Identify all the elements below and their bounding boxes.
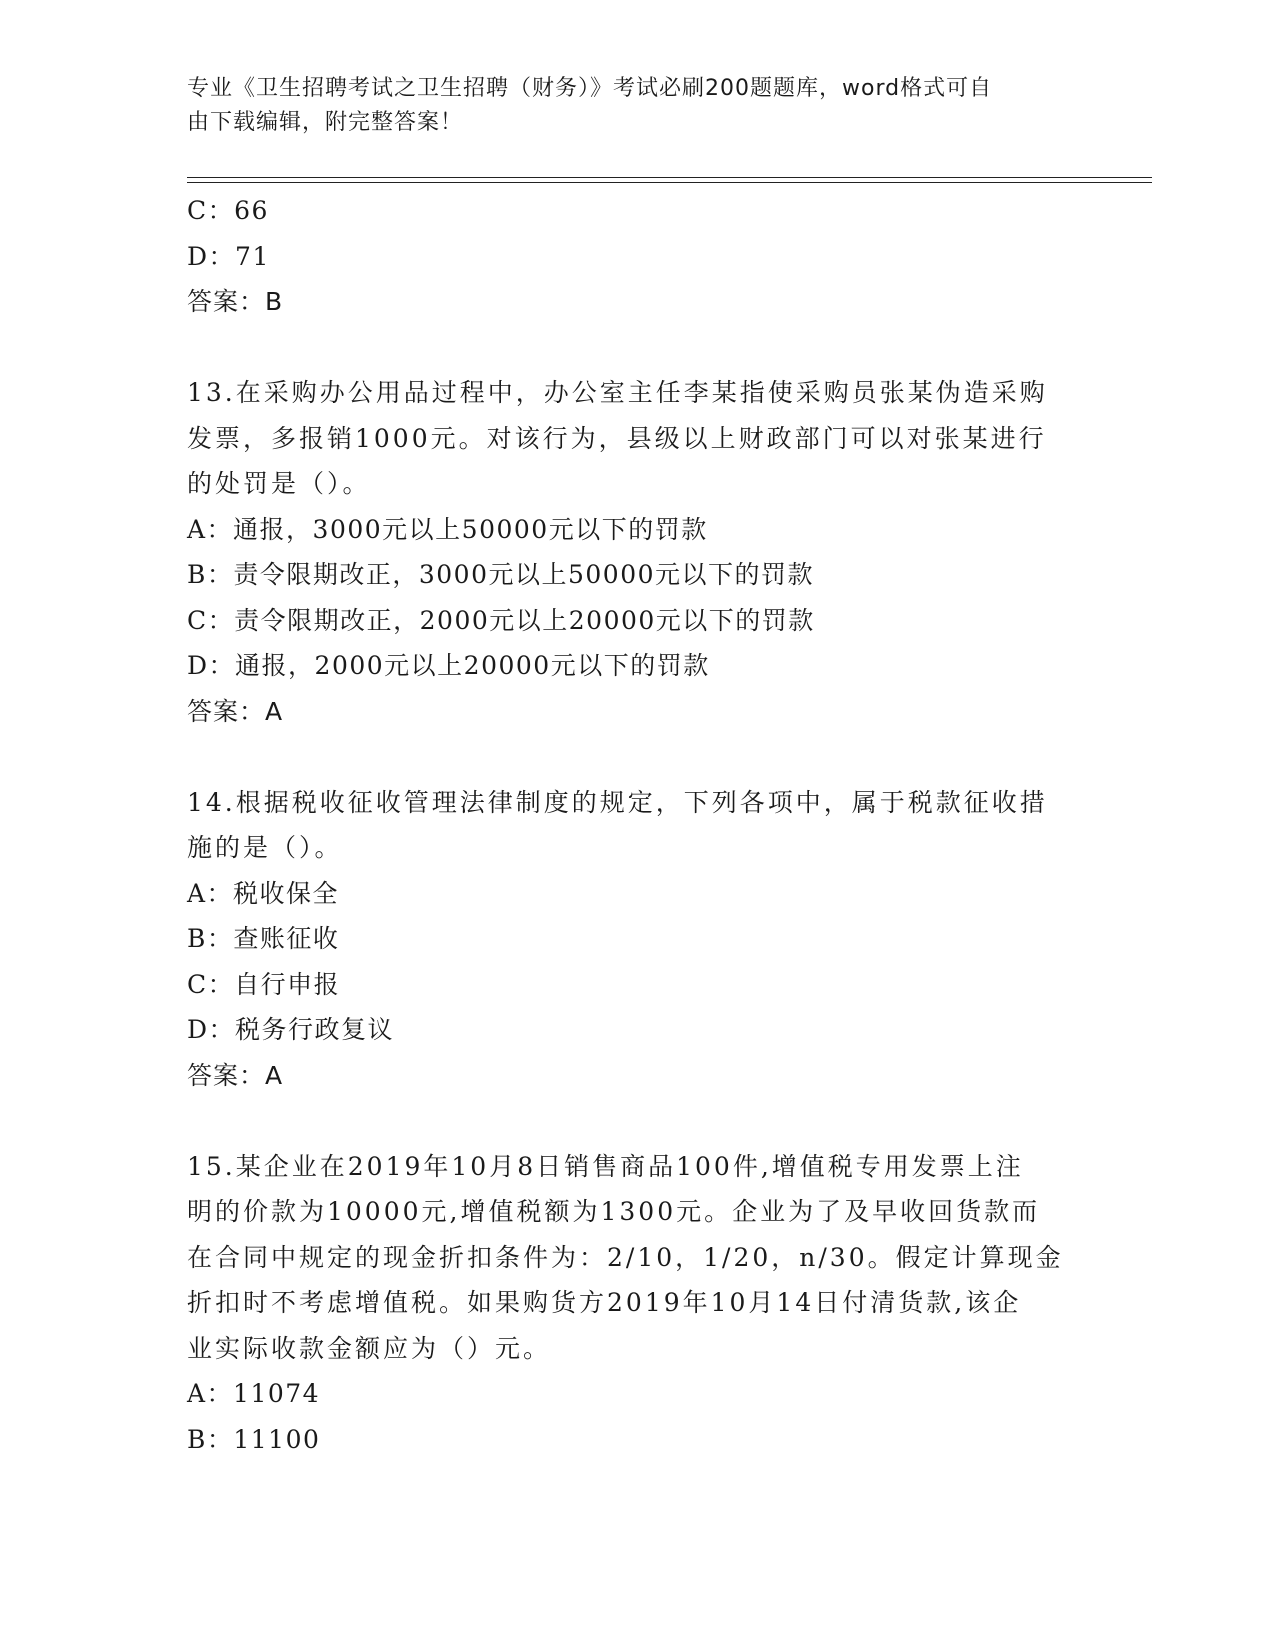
option-c: C：自行申报 <box>187 969 341 999</box>
option-c: C：66 <box>187 196 269 225</box>
option-d: D：税务行政复议 <box>187 1015 395 1044</box>
question-text-line: 的处罚是（）。 <box>187 469 371 498</box>
spacer <box>187 325 1087 371</box>
question-text-line: 14.根据税收征收管理法律制度的规定，下列各项中，属于税款征收措 <box>187 787 1048 817</box>
question-14 <box>187 780 1087 1099</box>
option-b: B：查账征收 <box>187 924 340 953</box>
option-a: A：税收保全 <box>187 878 340 908</box>
option-d: D：通报，2000元以上20000元以下的罚款 <box>187 651 710 680</box>
question-15 <box>187 1144 1087 1463</box>
spacer <box>187 734 1087 780</box>
question-text-line: 13.在采购办公用品过程中，办公室主任李某指使采购员张某伪造采购 <box>187 378 1048 407</box>
question-text-line: 发票，多报销1000元。对该行为，县级以上财政部门可以对张某进行 <box>187 423 1047 453</box>
option-d: D：71 <box>187 241 270 271</box>
previous-question <box>187 188 1087 325</box>
option-a: A：11074 <box>187 1379 321 1408</box>
question-text-line: 15.某企业在2019年10月8日销售商品100件,增值税专用发票上注 <box>187 1151 1024 1181</box>
answer-line: 答案：A <box>187 1060 284 1090</box>
question-13 <box>187 370 1087 734</box>
option-b: B：责令限期改正，3000元以上50000元以下的罚款 <box>187 560 815 589</box>
page-header <box>187 72 1067 140</box>
option-c: C：责令限期改正，2000元以上20000元以下的罚款 <box>187 605 815 635</box>
question-text-line: 在合同中规定的现金折扣条件为：2/10，1/20，n/30。假定计算现金 <box>187 1242 1064 1272</box>
header-line-1: 专业《卫生招聘考试之卫生招聘（财务）》考试必刷200题题库，word格式可自 <box>187 76 993 101</box>
option-a: A：通报，3000元以上50000元以下的罚款 <box>187 514 708 544</box>
question-text-line: 明的价款为10000元,增值税额为1300元。企业为了及早收回货款而 <box>187 1197 1041 1226</box>
question-text-line: 折扣时不考虑增值税。如果购货方2019年10月14日付清货款,该企 <box>187 1288 1022 1317</box>
question-text-line: 施的是（）。 <box>187 833 343 862</box>
document-body <box>187 188 1087 1462</box>
answer-line: 答案：A <box>187 696 284 726</box>
header-divider-top <box>187 177 1152 178</box>
spacer <box>187 1098 1087 1144</box>
header-line-2: 由下载编辑，附完整答案！ <box>187 110 464 135</box>
option-b: B：11100 <box>187 1424 321 1454</box>
answer-line: 答案：B <box>187 287 284 316</box>
header-divider-bottom <box>187 182 1152 183</box>
question-text-line: 业实际收款金额应为（）元。 <box>187 1333 552 1363</box>
